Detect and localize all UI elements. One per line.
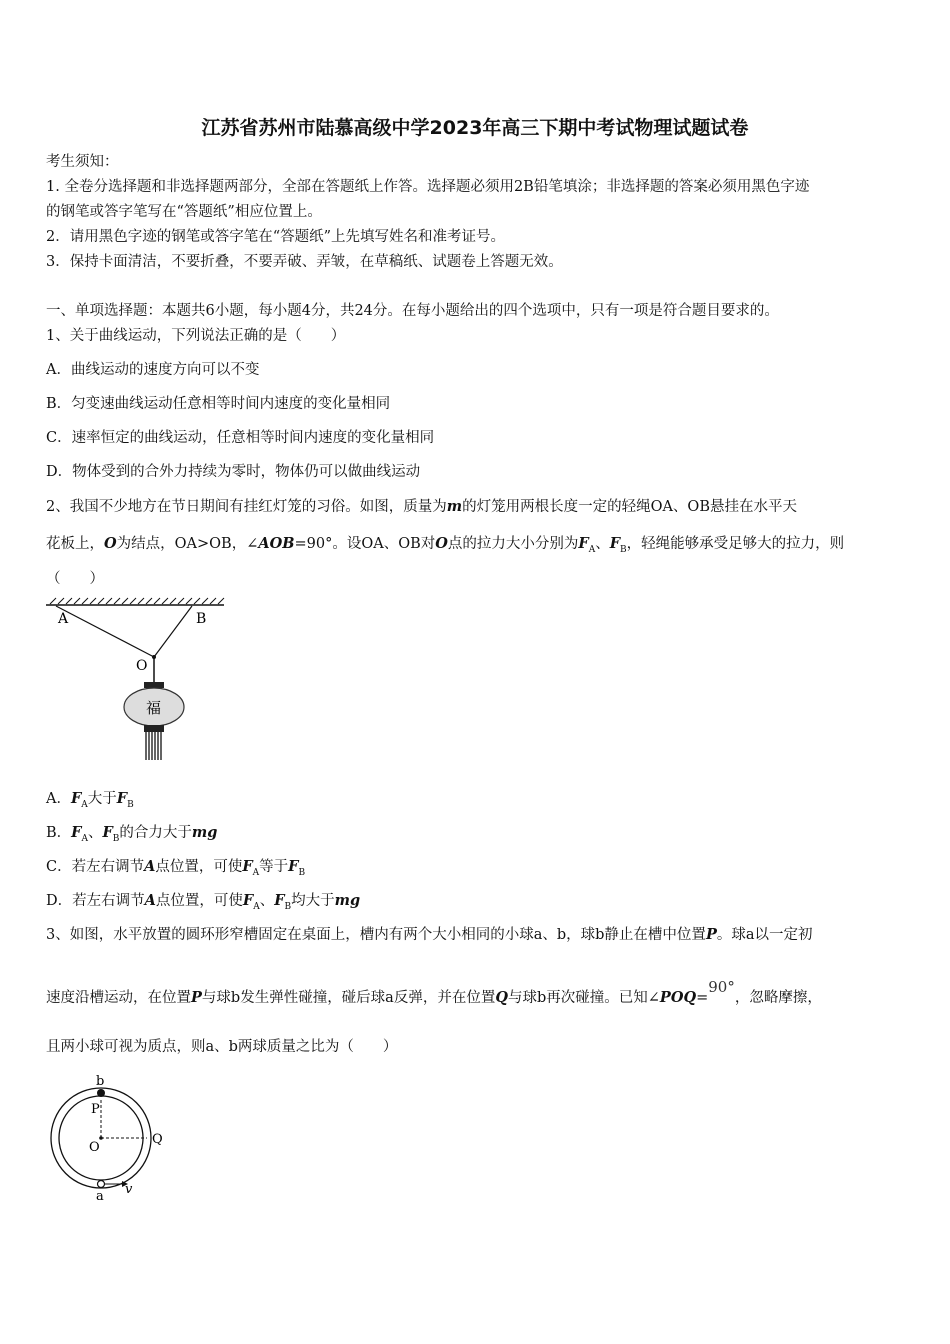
label-b: B — [196, 611, 207, 627]
label-b: b — [96, 1074, 105, 1089]
q2-stem-line2: 花板上，O为结点，OA>OB，∠AOB=90°。设OA、OB对O点的拉力大小分别为$F_A$、$F_B$，轻绳能够承受足够大的拉力，则 — [46, 535, 845, 555]
section-heading: 一、单项选择题：本题共6小题，每小题4分，共24分。在每小题给出的四个选项中，只有一项是符合题目要求的。 — [46, 303, 779, 319]
notice-item-3: 3．保持卡面清洁，不要折叠，不要弄破、弄皱，在草稿纸、试题卷上答题无效。 — [46, 254, 563, 270]
ball-b — [97, 1089, 105, 1097]
label-p: P — [91, 1102, 100, 1117]
q2-option-d: D．若左右调节A点位置，可使$F_A$、$F_B$均大于mg — [46, 892, 361, 912]
ring-figure — [46, 1072, 176, 1204]
q3-stem-line1: 3、如图，水平放置的圆环形窄槽固定在桌面上，槽内有两个大小相同的小球a、b，球b静止在槽中位置P。球a以一定初 — [46, 926, 813, 943]
label-q: Q — [152, 1132, 163, 1147]
notice-heading: 考生须知： — [46, 154, 119, 170]
page-title: 江苏省苏州市陆慕高级中学2023年高三下期中考试物理试题试卷 — [201, 117, 749, 139]
notice-item-1a: 1. 全卷分选择题和非选择题两部分，全部在答题纸上作答。选择题必须用2B铅笔填涂；非选择题的答案必须用黑色字迹 — [46, 179, 810, 195]
lantern-figure — [44, 596, 228, 764]
q1-option-d: D．物体受到的合外力持续为零时，物体仍可以做曲线运动 — [46, 464, 421, 480]
q2-option-a: A．$F_A$大于$F_B$ — [46, 790, 134, 810]
q3-stem-line2: 速度沿槽运动，在位置P与球b发生弹性碰撞，碰后球a反弹，并在位置Q与球b再次碰撞。已知∠POQ=90°，忽略摩擦， — [46, 978, 822, 1006]
q2-stem-line1: 2、我国不少地方在节日期间有挂红灯笼的习俗。如图，质量为m的灯笼用两根长度一定的轻绳OA、OB悬挂在水平天 — [46, 498, 797, 515]
angle-value: 90° — [708, 978, 735, 996]
q2-option-b: B．$F_A$、$F_B$的合力大于mg — [46, 824, 218, 844]
label-o: O — [89, 1140, 100, 1155]
rope-ob — [154, 606, 192, 657]
center-o — [99, 1136, 103, 1140]
label-a: a — [96, 1189, 104, 1204]
notice-item-2: 2．请用黑色字迹的钢笔或答字笔在“答题纸”上先填写姓名和准考证号。 — [46, 229, 506, 245]
q1-option-a: A．曲线运动的速度方向可以不变 — [46, 362, 260, 378]
notice-item-1b: 的钢笔或答字笔写在“答题纸”相应位置上。 — [46, 204, 322, 220]
q1-stem: 1、关于曲线运动，下列说法正确的是（ ） — [46, 328, 346, 344]
label-a: A — [58, 611, 69, 627]
lantern-char: 福 — [146, 699, 162, 717]
q2-stem-line3: （ ） — [46, 571, 104, 587]
ball-a — [98, 1181, 105, 1188]
q2-option-c: C．若左右调节A点位置，可使$F_A$等于$F_B$ — [46, 858, 306, 878]
q1-option-c: C．速率恒定的曲线运动，任意相等时间内速度的变化量相同 — [46, 430, 435, 446]
q3-stem-line3: 且两小球可视为质点，则a、b两球质量之比为（ ） — [46, 1039, 398, 1055]
label-v: v — [125, 1182, 133, 1197]
label-o: O — [136, 658, 148, 674]
rope-oa — [56, 606, 154, 657]
q1-option-b: B．匀变速曲线运动任意相等时间内速度的变化量相同 — [46, 396, 391, 412]
